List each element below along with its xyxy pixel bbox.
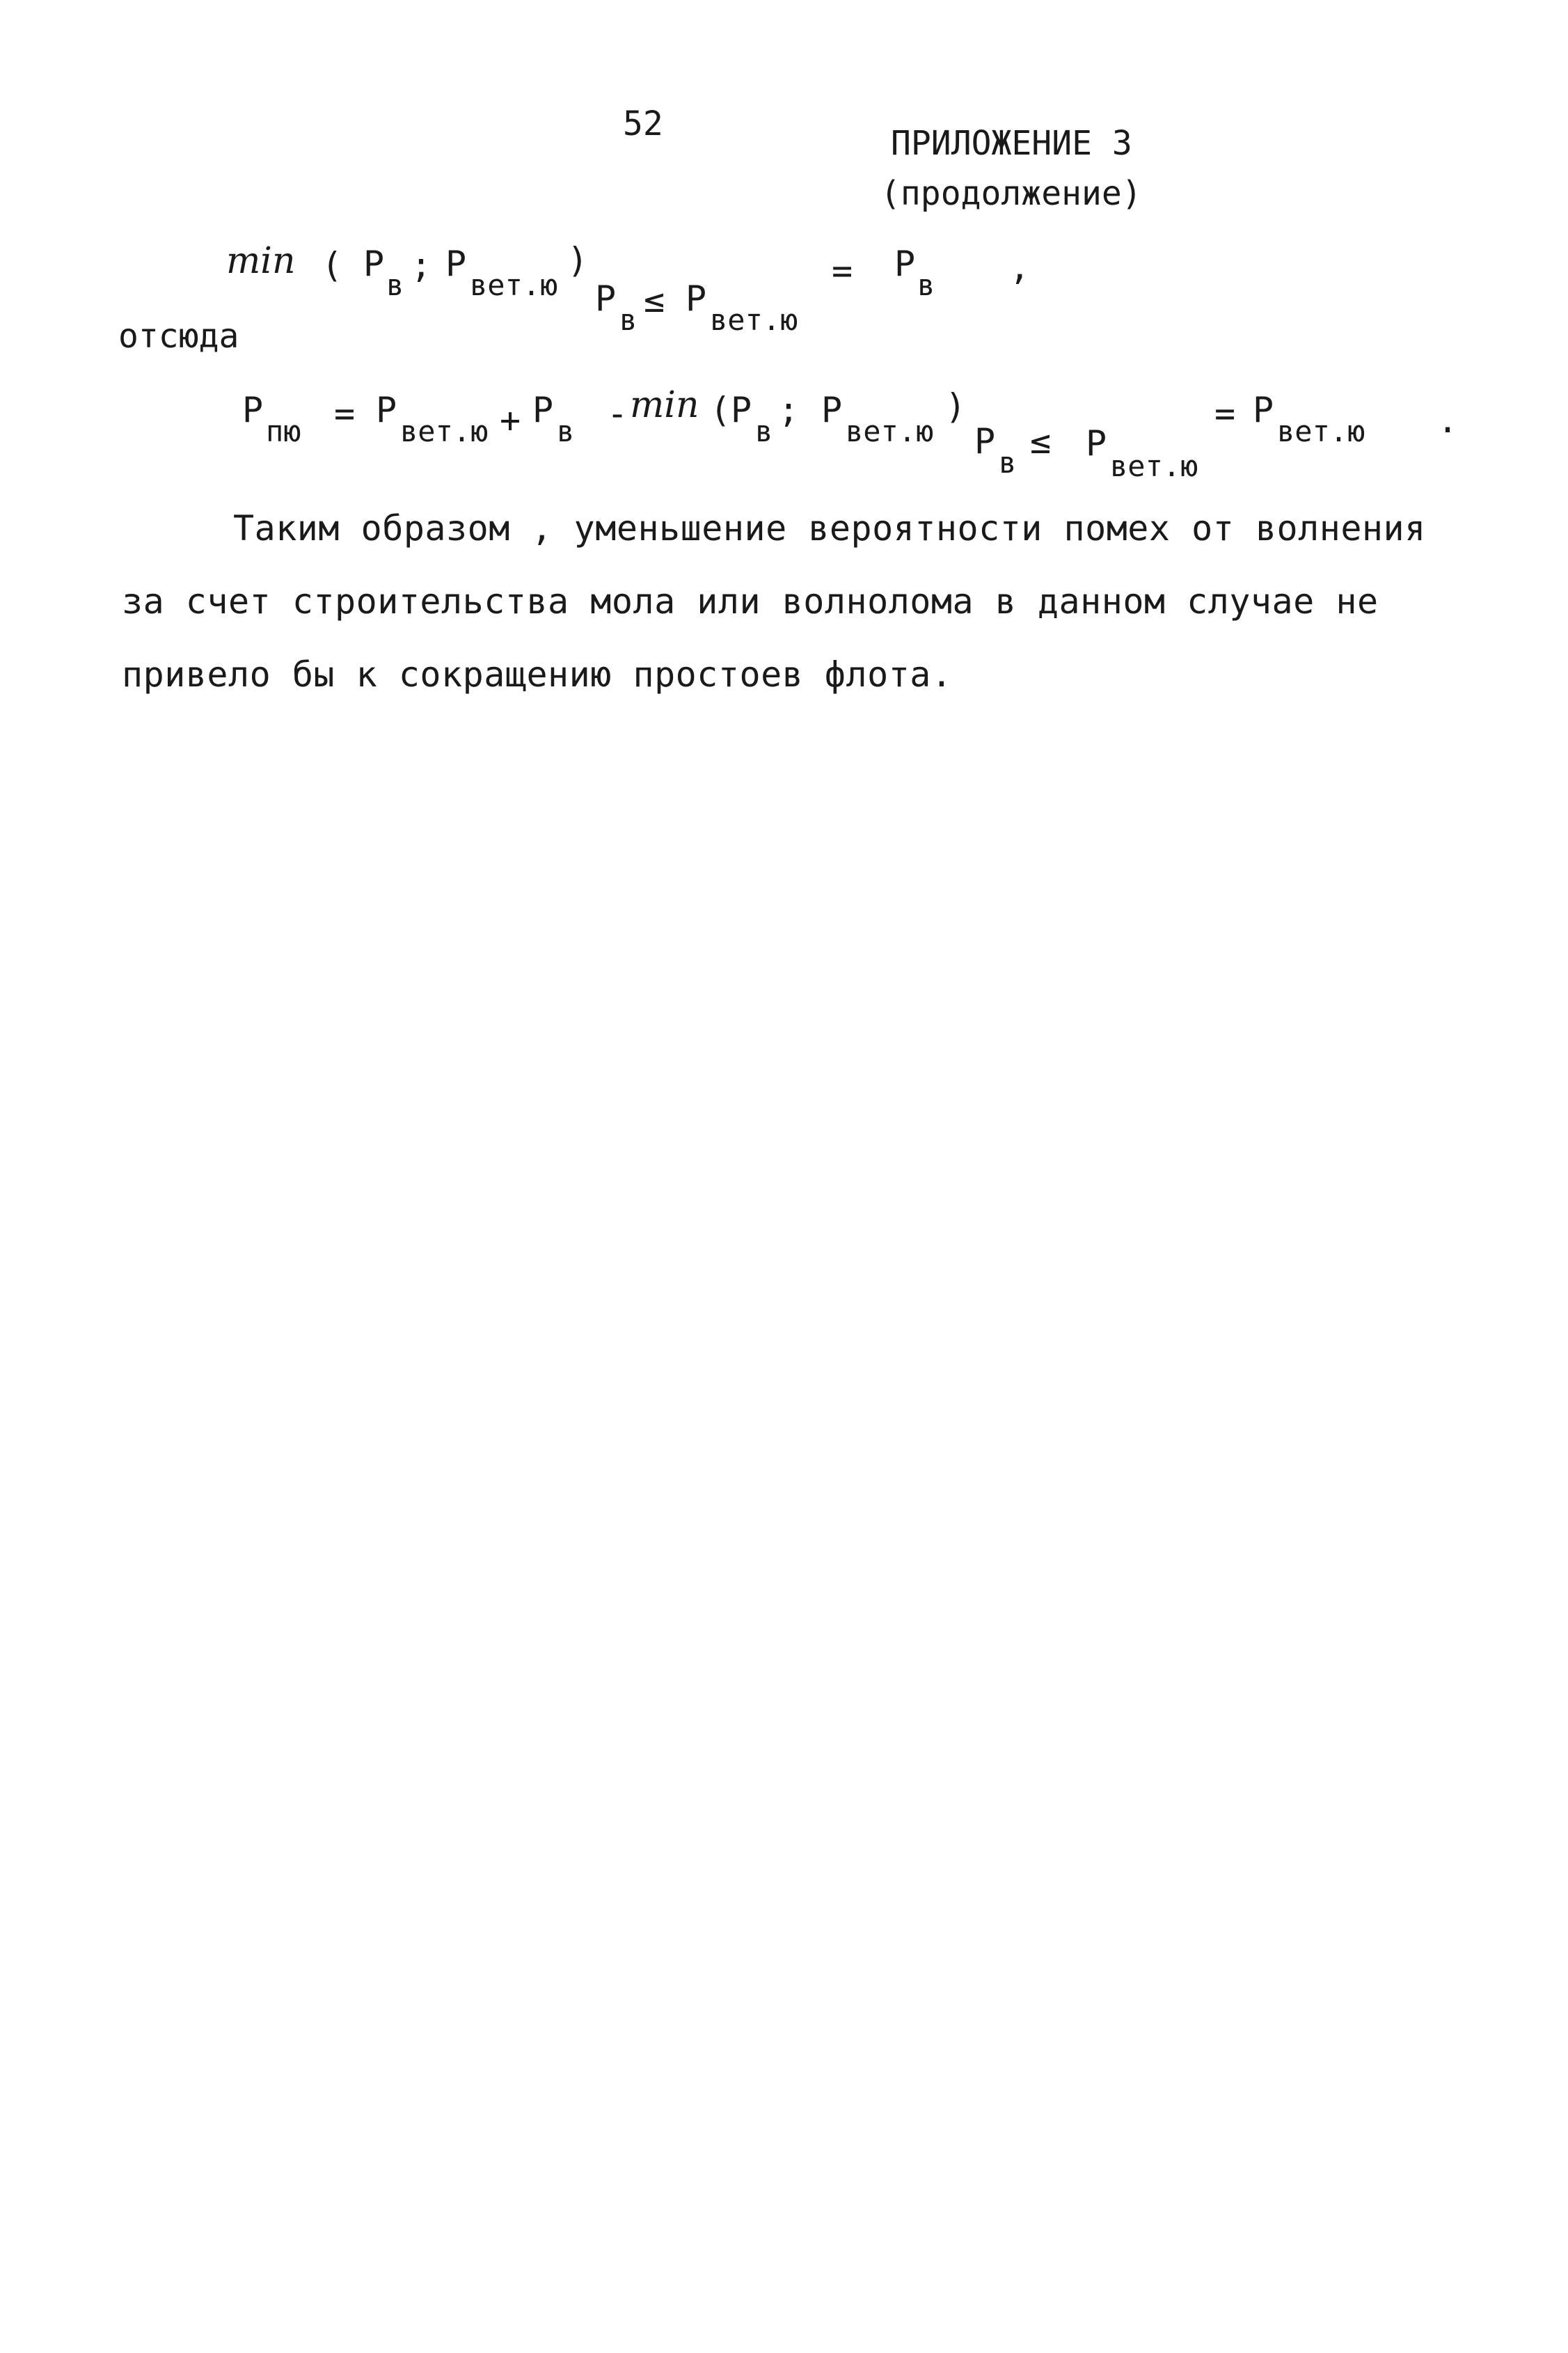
connector-word: отсюда	[118, 317, 239, 356]
var-p: P	[242, 390, 264, 430]
var-p: P	[445, 244, 467, 284]
subscript: в	[999, 446, 1017, 480]
paragraph-line: за счет строительства мола или волнолома в данном случае не	[122, 581, 1379, 622]
var-p: P	[363, 244, 385, 284]
equals-sign: =	[334, 393, 356, 434]
open-paren: (	[710, 390, 731, 430]
var-p: P	[595, 278, 617, 319]
var-p: P	[686, 278, 707, 319]
equals-sign: =	[832, 251, 853, 291]
var-p: P	[532, 390, 554, 430]
leq-sign: ≤	[1030, 421, 1052, 462]
paragraph-line: привело бы к сокращению простоев флота.	[122, 654, 953, 695]
subscript: вет.ю	[470, 268, 558, 302]
leq-sign: ≤	[644, 280, 665, 320]
var-p: P	[376, 390, 397, 430]
open-paren: (	[322, 245, 343, 285]
close-paren: )	[945, 386, 967, 427]
subscript: вет.ю	[400, 414, 489, 448]
appendix-title: ПРИЛОЖЕНИЕ 3	[891, 124, 1132, 163]
period: .	[1437, 400, 1459, 441]
var-p: P	[1086, 423, 1107, 464]
semicolon: ;	[411, 245, 432, 285]
appendix-continued: (продолжение)	[880, 174, 1142, 213]
subscript: вет.ю	[846, 414, 934, 448]
subscript: в	[557, 414, 575, 448]
subscript: в	[386, 268, 404, 302]
var-p: P	[1253, 390, 1274, 430]
subscript: вет.ю	[1110, 449, 1198, 483]
subscript: в	[917, 268, 935, 302]
paragraph-line: Таким образом , уменьшение вероятности помех от волнения	[233, 508, 1426, 549]
plus-sign: +	[500, 400, 521, 441]
min-function: min	[630, 384, 699, 426]
minus-sign: -	[607, 393, 628, 434]
var-p: P	[821, 390, 843, 430]
subscript: вет.ю	[1277, 414, 1365, 448]
subscript: вет.ю	[710, 303, 798, 337]
equals-sign: =	[1214, 393, 1236, 434]
comma: ,	[1009, 247, 1031, 288]
subscript: в	[755, 414, 773, 448]
close-paren: )	[567, 240, 589, 281]
min-function: min	[226, 240, 296, 282]
var-p: P	[974, 421, 996, 462]
var-p: P	[894, 244, 916, 284]
subscript: пю	[266, 414, 301, 448]
page-number: 52	[623, 104, 663, 143]
subscript: в	[619, 303, 638, 337]
var-p: P	[731, 390, 752, 430]
semicolon: ;	[778, 390, 800, 430]
